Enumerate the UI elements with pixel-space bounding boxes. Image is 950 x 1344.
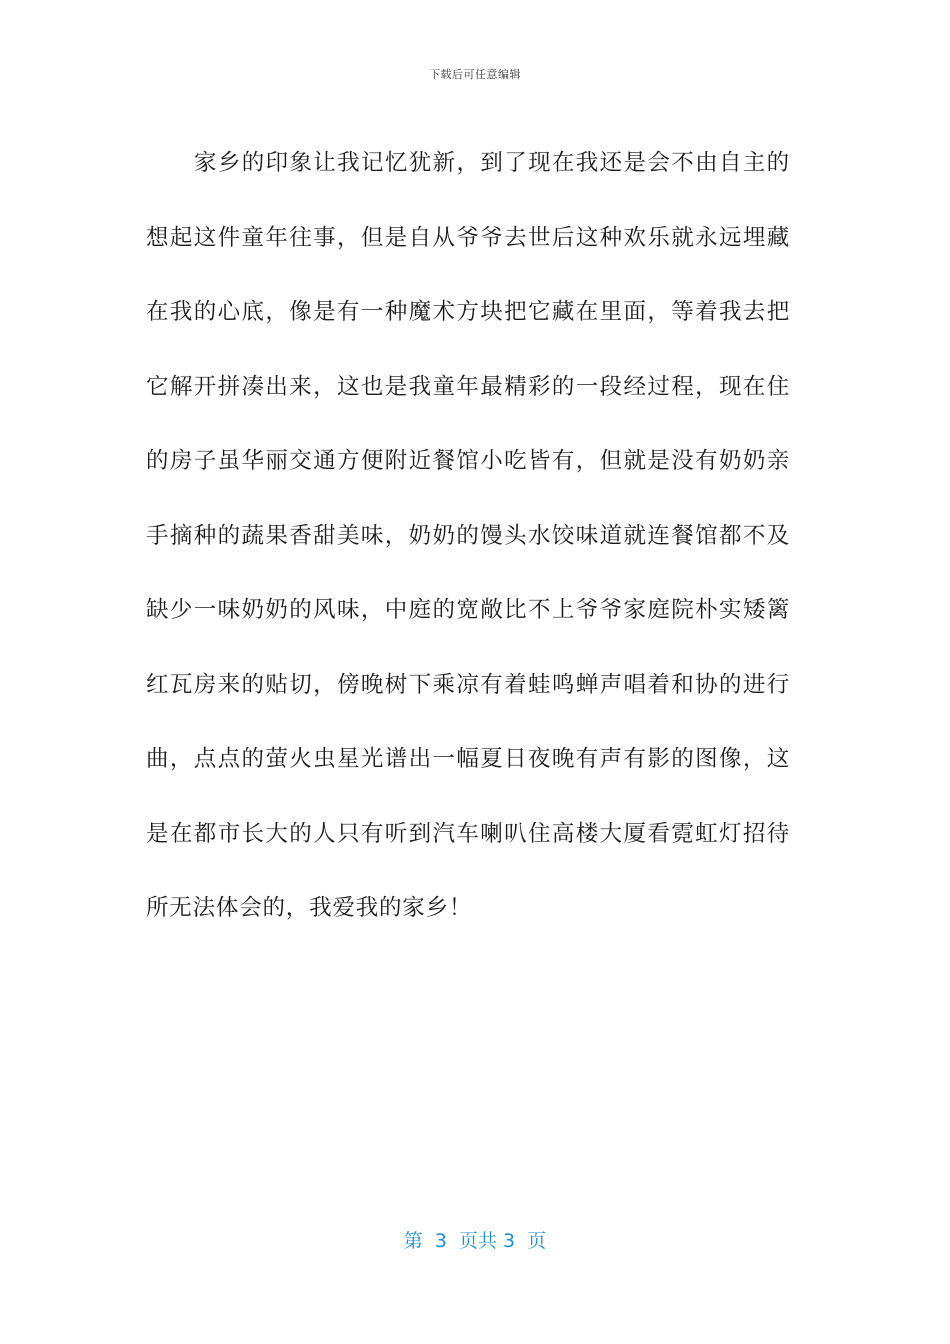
body-paragraph: 家乡的印象让我记忆犹新，到了现在我还是会不由自主的想起这件童年往事，但是自从爷爷去世后这种欢乐就永远埋藏在我的心底，像是有一种魔术方块把它藏在里面，等着我去把它解开拼凑出来，这也是我童年最精彩的一段经过程，现在住的房子虽华丽交通方便附近餐馆小吃皆有，但就是没有奶奶亲手摘种的蔬果香甜美味，奶奶的馒头水饺味道就连餐馆都不及缺少一味奶奶的风味，中庭的宽敞比不上爷爷家庭院朴实矮篱红瓦房来的贴切，傍晚树下乘凉有着蛙鸣蝉声唱着和协的进行曲，点点的萤火虫星光谱出一幅夏日夜晚有声有影的图像，这是在都市长大的人只有听到汽车喇叭住高楼大厦看霓虹灯招待所无法体会的，我爱我的家乡！ [146,150,790,921]
page-number-footer: 第 3 页共 3 页 [403,1230,547,1252]
page-header: 下载后可任意编辑 [429,68,521,81]
